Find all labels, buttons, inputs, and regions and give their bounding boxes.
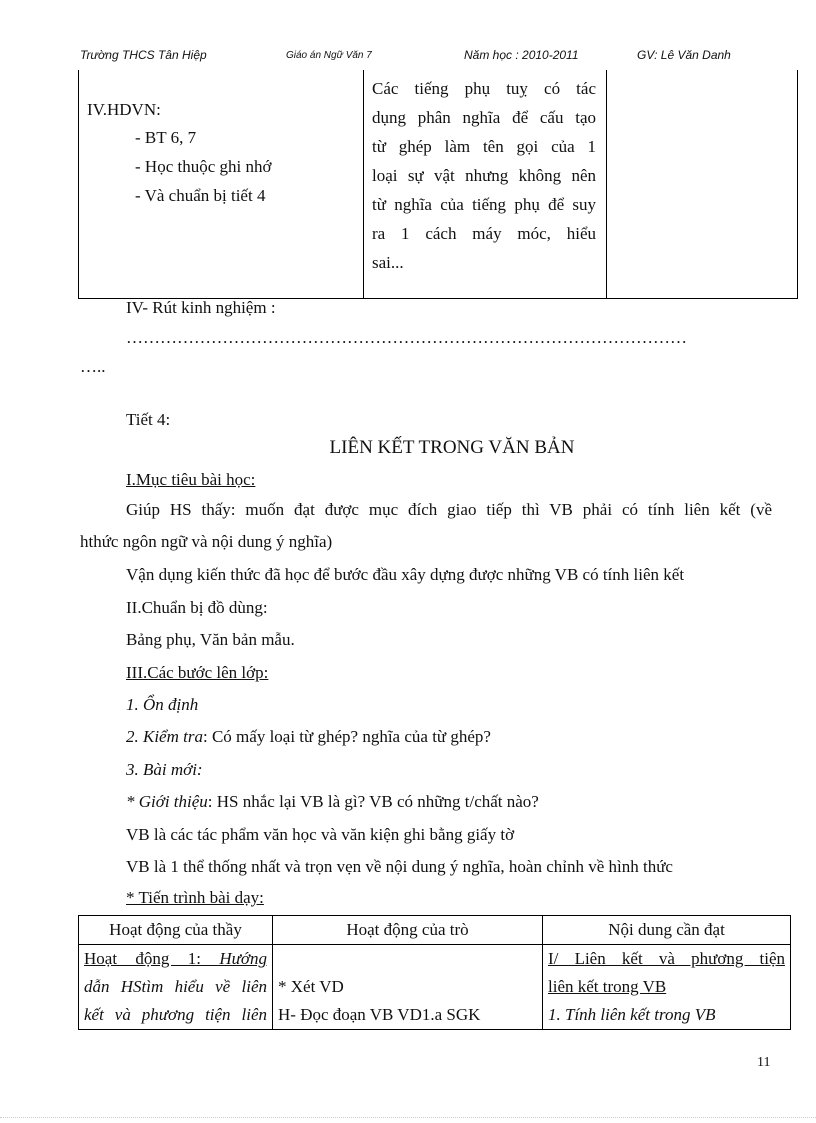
lesson-period: Tiết 4:: [126, 410, 171, 429]
header-school: Trường THCS Tân Hiệp: [80, 48, 207, 62]
header-teacher-activity: Hoạt động của thầy: [79, 916, 273, 945]
preparation-line: Bảng phụ, Văn bản mẫu.: [126, 630, 295, 649]
review-dots: ………………………………………………………………………………………: [126, 328, 687, 347]
header-content: Nội dung cần đạt: [543, 916, 791, 945]
hdvn-title: IV.HDVN:: [87, 100, 161, 119]
objectives-line: Giúp HS thấy: muốn đạt được mục đích giao tiếp thì VB phải có tính liên kết (về: [126, 500, 772, 519]
content-line: 1. Tính liên kết trong VB: [548, 1005, 716, 1024]
page-header: [0, 48, 816, 68]
section-preparation-title: II.Chuẩn bị đồ dùng:: [126, 598, 268, 617]
objectives-line: Vận dụng kiến thức đã học để bước đầu xây dựng được những VB có tính liên kết: [126, 565, 685, 584]
review-title: IV- Rút kinh nghiệm :: [126, 298, 276, 317]
lesson-title: LIÊN KẾT TRONG VĂN BẢN: [329, 437, 575, 458]
note-line: sai...: [372, 253, 404, 272]
intro-label: * Giới thiệu: [126, 792, 208, 811]
teaching-progress-table: [78, 915, 791, 1030]
header-teacher: GV: Lê Văn Danh: [637, 48, 731, 62]
note-cell: [364, 70, 607, 299]
vb-definition: VB là các tác phẩm văn học và văn kiện ghi bằng giấy tờ: [126, 825, 515, 844]
note-line: từ ghép làm tên gọi của 1: [372, 137, 596, 156]
empty-cell: [607, 70, 798, 299]
teacher-activity-cell: [79, 945, 273, 1030]
hdvn-item: - Và chuẩn bị tiết 4: [135, 186, 266, 205]
student-activity-line: * Xét VD: [278, 977, 344, 996]
header-student-activity: Hoạt động của trò: [273, 916, 543, 945]
section-steps-title: III.Các bước lên lớp:: [126, 663, 269, 682]
intro-text: : HS nhắc lại VB là gì? VB có những t/chất nào?: [207, 792, 539, 811]
header-year: Năm học : 2010-2011: [464, 48, 579, 62]
hdvn-item: - Học thuộc ghi nhớ: [135, 157, 272, 176]
step-stabilize: 1. Ổn định: [126, 695, 199, 714]
hdvn-cell: [79, 70, 364, 299]
objectives-line: hthức ngôn ngữ và nội dung ý nghĩa): [80, 532, 333, 551]
student-activity-line: H- Đọc đoạn VB VD1.a SGK: [278, 1005, 481, 1024]
step-check: [126, 727, 491, 747]
review-dots-end: …..: [80, 357, 106, 376]
activity-label: Hoạt động 1:: [84, 949, 201, 968]
content-cell: [543, 945, 791, 1030]
student-activity-cell: [273, 945, 543, 1030]
student-activity-line: [278, 945, 537, 973]
footer-divider: [0, 1117, 816, 1118]
teacher-activity-line: dẫn HStìm hiểu về liên: [84, 977, 267, 996]
progress-title: * Tiến trình bài dạy:: [126, 888, 264, 907]
step-check-label: 2. Kiểm tra: [126, 727, 203, 746]
page-number: 11: [757, 1055, 771, 1070]
hdvn-item: - BT 6, 7: [135, 128, 197, 147]
note-line: dụng phân nghĩa để cấu tạo: [372, 108, 596, 127]
intro: [126, 792, 539, 812]
vb-definition: VB là 1 thể thống nhất và trọn vẹn về nội dung ý nghĩa, hoàn chỉnh về hình thức: [126, 857, 673, 876]
section-objectives-title: I.Mục tiêu bài học:: [126, 470, 256, 489]
note-line: từ nghĩa của tiếng phụ để suy: [372, 195, 596, 214]
note-line: Các tiếng phụ tuỵ có tác: [372, 79, 596, 98]
note-line: ra 1 cách máy móc, hiểu: [372, 224, 596, 243]
content-line: I/ Liên kết và phương tiện: [548, 949, 785, 968]
activity-label-cont: Hướng: [201, 949, 267, 968]
header-plan: Giáo án Ngữ Văn 7: [286, 50, 372, 61]
teacher-activity-line: [84, 945, 267, 973]
step-check-text: : Có mấy loại từ ghép? nghĩa của từ ghép?: [202, 727, 491, 746]
teacher-activity-line: kết và phương tiện liên: [84, 1005, 267, 1024]
continuation-table: [78, 70, 798, 299]
step-new-lesson: 3. Bài mới:: [126, 760, 203, 779]
content-line: liên kết trong VB: [548, 977, 667, 996]
note-line: loại sự vật nhưng không nên: [372, 166, 596, 185]
